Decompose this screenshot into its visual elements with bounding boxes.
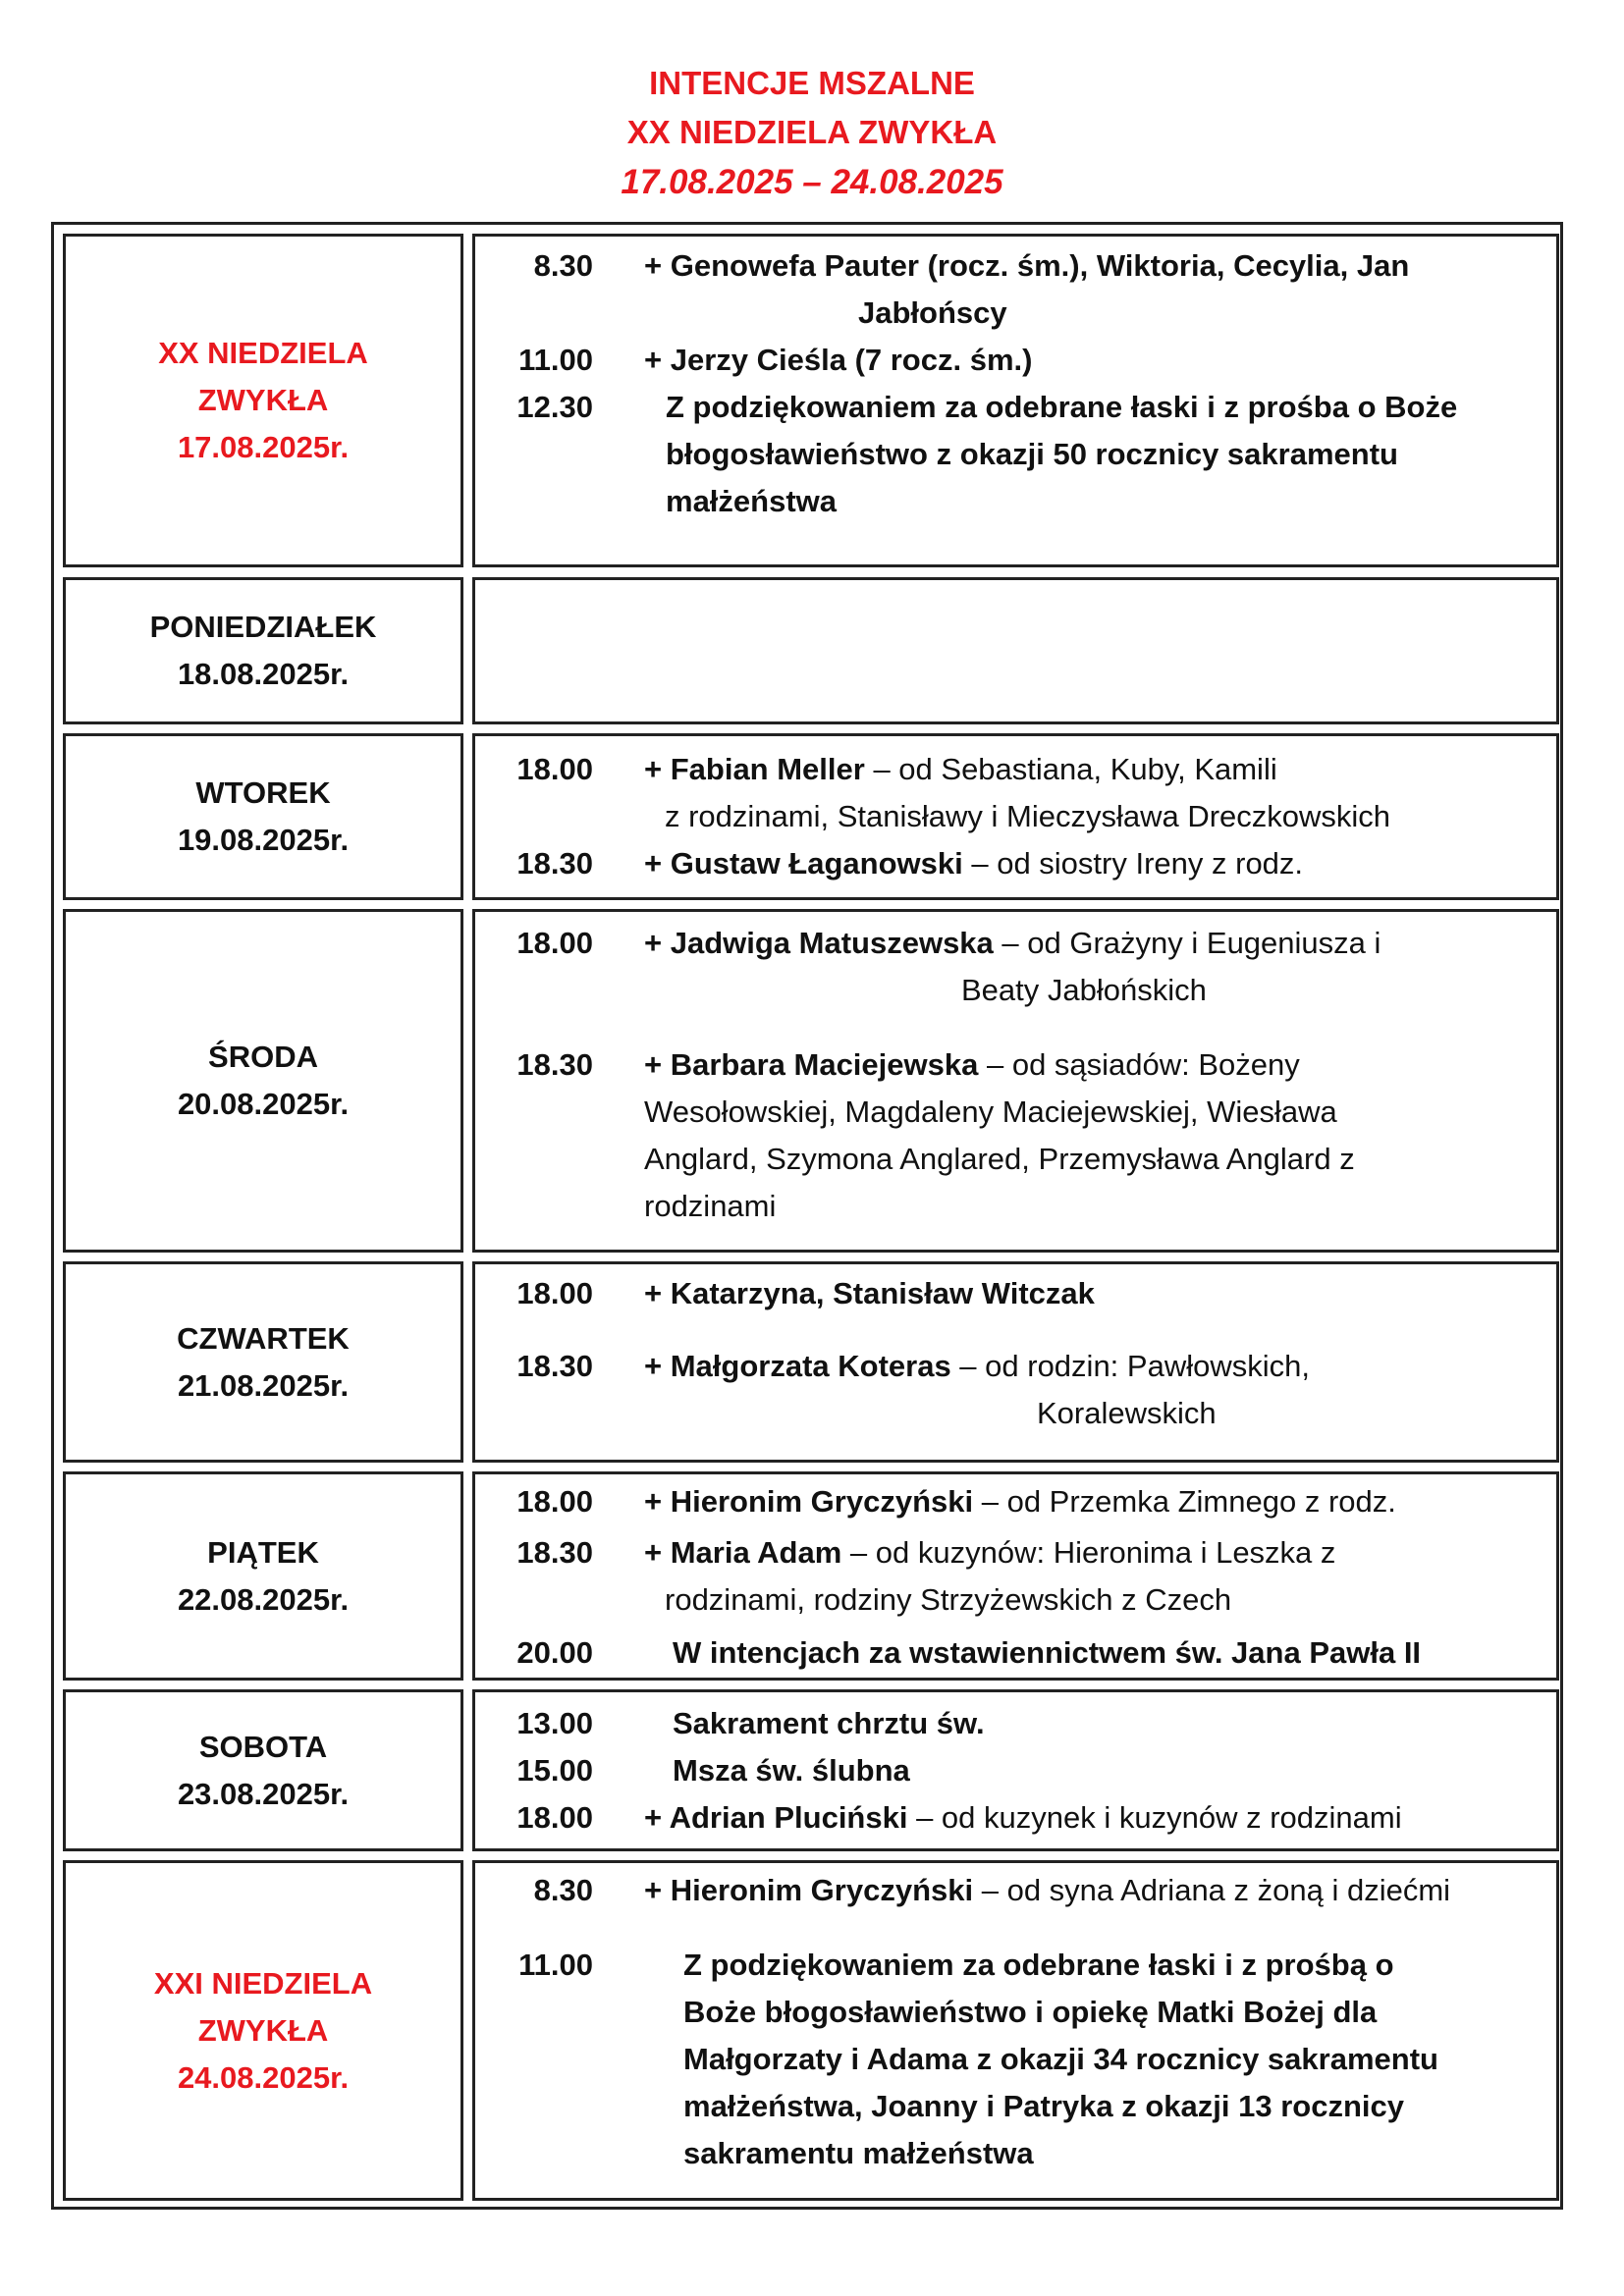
day-name: XXI NIEDZIELA [153, 1965, 373, 2001]
intention-line [644, 1529, 1335, 1576]
entries-cell-friday [472, 1471, 1559, 1681]
mass-time: 18.30 [516, 846, 593, 881]
day-name: CZWARTEK [177, 1320, 350, 1356]
intention-line [644, 1041, 1300, 1089]
day-cell-monday [63, 577, 463, 724]
intention-line: + Genowefa Pauter (rocz. śm.), Wiktoria, Cecylia, Jan [644, 248, 1410, 283]
entries-cell-saturday [472, 1689, 1559, 1851]
mass-time: 11.00 [518, 343, 593, 377]
day-name: PIĄTEK [207, 1534, 319, 1570]
intention-line: Z podziękowaniem za odebrane łaski i z prośbą o [683, 1948, 1394, 1982]
entries-cell-sunday-2 [472, 1860, 1559, 2201]
intention-line: z rodzinami, Stanisławy i Mieczysława Dreczkowskich [665, 799, 1391, 833]
mass-time: 18.30 [516, 1535, 593, 1570]
day-name: ZWYKŁA [197, 383, 329, 417]
intention-line: Małgorzaty i Adama z okazji 34 rocznicy sakramentu [683, 2042, 1438, 2076]
intention-detail: – od sąsiadów: Bożeny [978, 1047, 1300, 1082]
intention-line: sakramentu małżeństwa [683, 2136, 1034, 2170]
entries-cell-wednesday [472, 909, 1559, 1253]
entries-cell-thursday [472, 1261, 1559, 1463]
mass-time: 18.00 [516, 926, 593, 960]
intention-line [644, 746, 1277, 793]
intention-line: + Katarzyna, Stanisław Witczak [644, 1276, 1095, 1310]
mass-time: 18.00 [516, 1800, 593, 1835]
intention-detail: – od siostry Ireny z rodz. [962, 846, 1304, 881]
day-date: 21.08.2025r. [177, 1367, 350, 1403]
day-cell-saturday [63, 1689, 463, 1851]
intention-line [644, 920, 1380, 967]
intention-detail: – od Grażyny i Eugeniusza i [993, 926, 1381, 960]
page-subtitle: XX NIEDZIELA ZWYKŁA [626, 114, 998, 150]
mass-time: 20.00 [516, 1635, 593, 1670]
entries-cell-sunday-1 [472, 234, 1559, 567]
day-date: 22.08.2025r. [177, 1581, 350, 1617]
day-cell-wednesday [63, 909, 463, 1253]
day-date: 20.08.2025r. [177, 1087, 350, 1121]
day-date: 23.08.2025r. [177, 1776, 350, 1811]
intention-line: + Jerzy Cieśla (7 rocz. śm.) [644, 343, 1033, 377]
intention-line [644, 1794, 1402, 1842]
intention-line: Koralewskich [1037, 1396, 1217, 1430]
intention-detail: – od syna Adriana z żoną i dziećmi [973, 1873, 1451, 1907]
mass-time: 12.30 [516, 390, 593, 424]
day-name: XX NIEDZIELA [158, 336, 368, 370]
intention-line: małżeństwa [666, 484, 838, 518]
intention-detail: – od Sebastiana, Kuby, Kamili [864, 752, 1277, 786]
mass-time: 18.00 [516, 1484, 593, 1519]
intention-name: + Hieronim Gryczyński [644, 1484, 974, 1519]
intention-line: Wesołowskiej, Magdaleny Maciejewskiej, Wiesława [644, 1095, 1337, 1129]
intention-name: + Gustaw Łaganowski [644, 846, 963, 881]
intention-line: Sakrament chrztu św. [673, 1706, 985, 1740]
date-range: 17.08.2025 – 24.08.2025 [621, 163, 1003, 201]
intention-detail: – od Przemka Zimnego z rodz. [973, 1484, 1396, 1519]
day-date: 24.08.2025r. [177, 2059, 350, 2095]
day-cell-sunday-2 [63, 1860, 463, 2201]
intention-line: rodzinami [644, 1189, 777, 1223]
day-name: SOBOTA [198, 1729, 328, 1764]
day-cell-thursday [63, 1261, 463, 1463]
intention-line [644, 1343, 1310, 1390]
intention-name: + Adrian Pluciński [644, 1800, 908, 1835]
intention-name: + Fabian Meller [644, 752, 865, 786]
intention-detail: – od kuzynów: Hieronima i Leszka z [841, 1535, 1336, 1570]
intention-line: Z podziękowaniem za odebrane łaski i z prośba o Boże [666, 390, 1458, 424]
intention-line: rodzinami, rodziny Strzyżewskich z Czech [665, 1582, 1232, 1617]
day-name: WTOREK [195, 775, 331, 810]
intention-line: Boże błogosławieństwo i opiekę Matki Bożej dla [683, 1995, 1378, 2029]
day-name: ZWYKŁA [197, 2012, 329, 2048]
intention-detail: – od kuzynek i kuzynów z rodzinami [907, 1800, 1402, 1835]
mass-time: 18.30 [516, 1349, 593, 1383]
day-name: PONIEDZIAŁEK [149, 610, 377, 644]
mass-time: 18.00 [516, 1276, 593, 1310]
entries-cell-monday [472, 577, 1559, 724]
intention-line: W intencjach za wstawiennictwem św. Jana Pawła II [673, 1635, 1422, 1670]
intention-line: Beaty Jabłońskich [961, 973, 1207, 1007]
mass-time: 18.30 [516, 1047, 593, 1082]
intention-line: Msza św. ślubna [673, 1753, 910, 1788]
mass-time: 8.30 [533, 1873, 593, 1907]
intention-line: błogosławieństwo z okazji 50 rocznicy sakramentu [666, 437, 1398, 471]
intention-name: + Jadwiga Matuszewska [644, 926, 994, 960]
intention-line: Jabłońscy [858, 295, 1007, 330]
intention-name: + Małgorzata Koteras [644, 1349, 951, 1383]
intention-name: + Maria Adam [644, 1535, 842, 1570]
page-title: INTENCJE MSZALNE [649, 65, 975, 101]
intention-line [644, 840, 1303, 887]
mass-time: 18.00 [516, 752, 593, 786]
intention-detail: – od rodzin: Pawłowskich, [950, 1349, 1310, 1383]
day-cell-friday [63, 1471, 463, 1681]
day-date: 18.08.2025r. [177, 657, 350, 691]
day-cell-tuesday [63, 733, 463, 900]
mass-time: 15.00 [516, 1753, 593, 1788]
day-date: 19.08.2025r. [177, 823, 350, 857]
intention-line [644, 1478, 1396, 1525]
intention-line [644, 1867, 1450, 1914]
entries-cell-tuesday [472, 733, 1559, 900]
day-cell-sunday-1 [63, 234, 463, 567]
mass-time: 11.00 [518, 1948, 593, 1982]
intention-name: + Hieronim Gryczyński [644, 1873, 974, 1907]
intention-line: małżeństwa, Joanny i Patryka z okazji 13 rocznicy [683, 2089, 1404, 2123]
day-name: ŚRODA [208, 1040, 318, 1074]
intention-name: + Barbara Maciejewska [644, 1047, 979, 1082]
intention-line: Anglard, Szymona Anglared, Przemysława Anglard z [644, 1142, 1355, 1176]
mass-time: 8.30 [533, 248, 593, 283]
day-date: 17.08.2025r. [177, 430, 350, 464]
mass-time: 13.00 [516, 1706, 593, 1740]
